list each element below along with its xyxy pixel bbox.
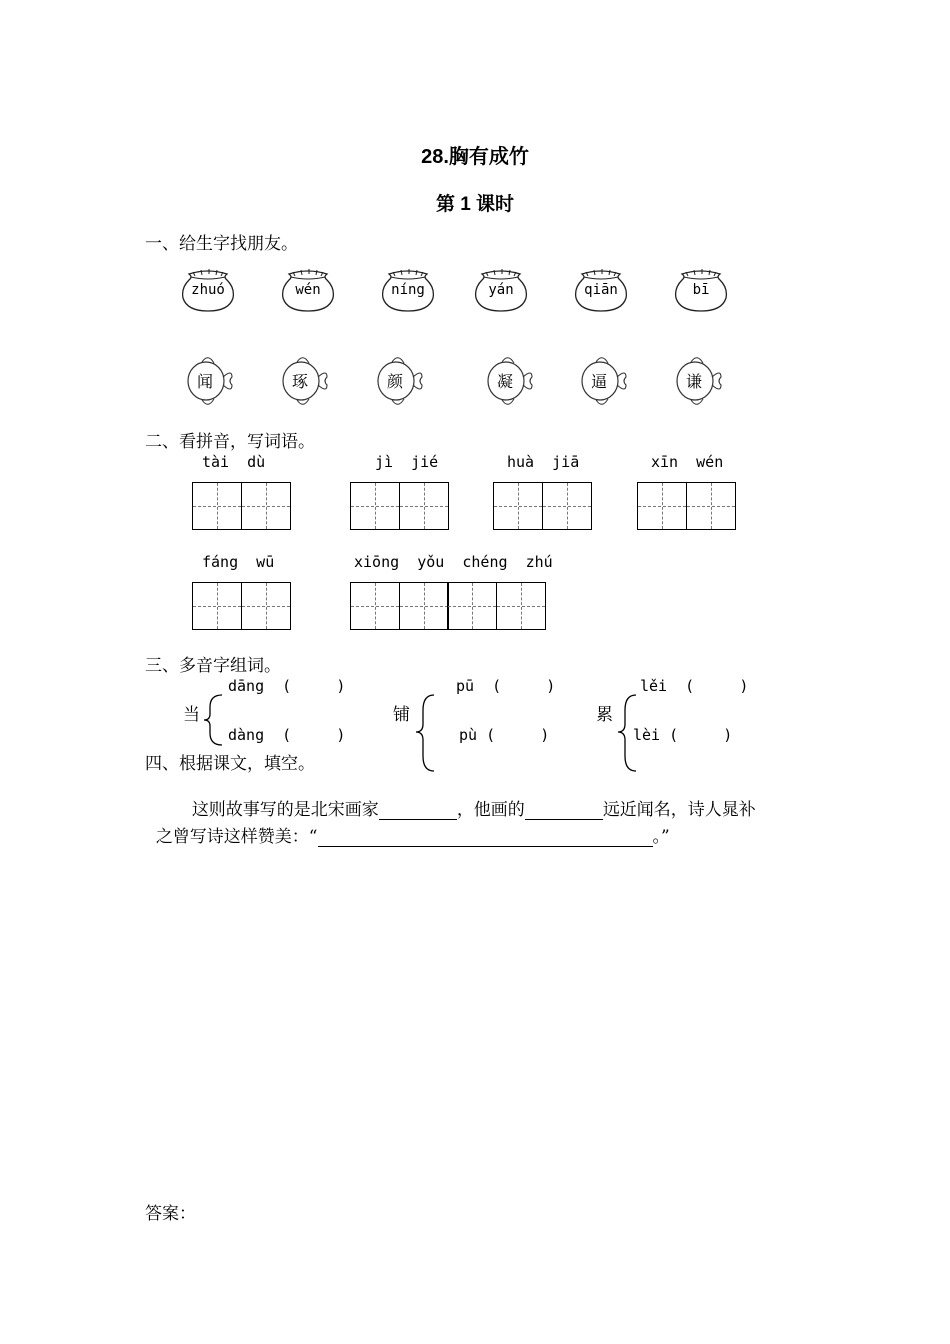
fish-char: 闻	[196, 372, 213, 391]
section-2-heading: 二、看拼音，写词语。	[145, 432, 315, 452]
polyphone-char: 铺	[393, 705, 410, 725]
writing-grid[interactable]	[637, 482, 736, 530]
brace-icon	[202, 694, 224, 746]
polyphone-char: 当	[183, 705, 200, 725]
grid-cell[interactable]	[496, 582, 546, 630]
grid-cell[interactable]	[686, 482, 736, 530]
word-pinyin: fáng wū	[202, 553, 275, 571]
writing-grid[interactable]	[350, 582, 546, 630]
section-4-heading: 四、根据课文，填空。	[145, 754, 315, 774]
writing-grid[interactable]	[192, 482, 291, 530]
writing-grid[interactable]	[192, 582, 291, 630]
section-1-heading: 一、给生字找朋友。	[145, 234, 298, 254]
bag-pinyin: wén	[295, 282, 321, 298]
brace-icon	[414, 694, 436, 772]
fill-line-2	[145, 802, 670, 847]
bag-pinyin: qiān	[584, 282, 618, 298]
grid-cell[interactable]	[637, 482, 687, 530]
word-pinyin: xiōng yǒu chéng zhú	[354, 553, 553, 571]
pinyin-bag	[181, 268, 235, 312]
fill-text: ，他画的	[456, 800, 525, 820]
word-pinyin: xīn wén	[651, 453, 724, 471]
grid-cell[interactable]	[350, 582, 400, 630]
pinyin-bag	[674, 268, 728, 312]
grid-cell[interactable]	[447, 582, 497, 630]
fill-text: 之曾写诗这样赞美：“	[155, 827, 318, 847]
polyphone-top: lěi ( )	[640, 677, 749, 695]
bag-pinyin: níng	[391, 282, 425, 298]
fish-char: 逼	[590, 372, 607, 391]
writing-grid[interactable]	[350, 482, 449, 530]
grid-cell[interactable]	[399, 582, 449, 630]
polyphone-bottom: lèi ( )	[633, 726, 733, 744]
grid-cell[interactable]	[542, 482, 592, 530]
writing-grid[interactable]	[493, 482, 592, 530]
pinyin-bag	[474, 268, 528, 312]
fish-char: 颜	[386, 372, 403, 391]
polyphone-top: dāng ( )	[228, 677, 346, 695]
answer-label: 答案：	[145, 1204, 196, 1224]
page-title: 28.胸有成竹	[421, 146, 529, 168]
polyphone-char: 累	[596, 705, 613, 725]
pinyin-bag	[381, 268, 435, 312]
polyphone-bottom: pù ( )	[459, 726, 550, 744]
fill-blank[interactable]	[318, 829, 653, 847]
polyphone-bottom: dàng ( )	[228, 726, 346, 744]
fish-char: 谦	[685, 372, 702, 391]
fill-text: 这则故事写的是北宋画家	[191, 800, 379, 820]
fish-char: 凝	[496, 372, 513, 391]
word-pinyin: huà jiā	[507, 453, 580, 471]
lesson-subtitle: 第 1 课时	[435, 194, 515, 215]
fish-character	[184, 353, 236, 409]
fill-text: 远近闻名，诗人晁补	[602, 800, 756, 820]
fish-char: 琢	[291, 372, 308, 391]
word-pinyin: jì jié	[375, 453, 439, 471]
bag-pinyin: bī	[692, 282, 710, 298]
bag-pinyin: zhuó	[191, 282, 225, 298]
fish-character	[578, 353, 630, 409]
grid-cell[interactable]	[241, 582, 291, 630]
grid-cell[interactable]	[241, 482, 291, 530]
grid-cell[interactable]	[192, 582, 242, 630]
section-3-heading: 三、多音字组词。	[145, 656, 281, 676]
grid-cell[interactable]	[192, 482, 242, 530]
bag-pinyin: yán	[488, 282, 514, 298]
pinyin-bag	[281, 268, 335, 312]
grid-cell[interactable]	[399, 482, 449, 530]
fill-text: 。”	[652, 827, 670, 847]
grid-cell[interactable]	[493, 482, 543, 530]
fish-character	[374, 353, 426, 409]
fish-character	[484, 353, 536, 409]
fish-character	[279, 353, 331, 409]
polyphone-top: pū ( )	[456, 677, 556, 695]
word-pinyin: tài dù	[202, 453, 266, 471]
grid-cell[interactable]	[350, 482, 400, 530]
fish-character	[673, 353, 725, 409]
pinyin-bag	[574, 268, 628, 312]
